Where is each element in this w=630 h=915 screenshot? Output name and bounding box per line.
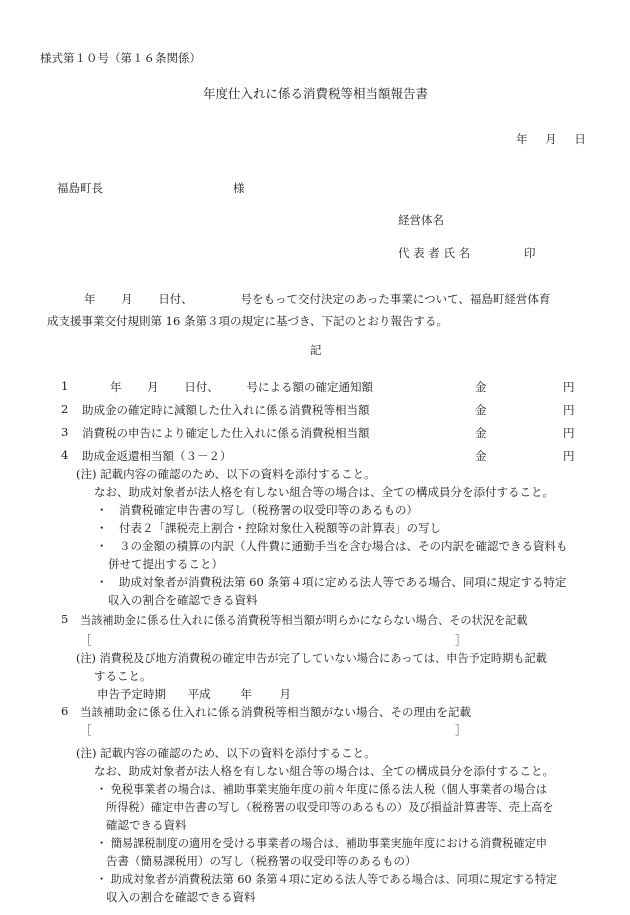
note-1-bullet-3a: ・ ３の金額の積算の内訳（人件費に通勤手当を含む場合は、その内訳を確認できる資料も [96, 539, 568, 553]
filing-schedule-era: 平成 [187, 687, 211, 701]
intro-line-2: 成支援事業交付規則第 16 条第３項の規定に基づき、下記のとおり報告する。 [47, 314, 448, 328]
note-2-bullet-2b: 告書（簡易課税用）の写し（税務署の収受印等のあるもの） [106, 854, 417, 868]
note-1-bullet-2: ・ 付表２「課税売上割合・控除対象仕入税額等の計算表」の写し [96, 521, 441, 535]
form-number: 様式第１０号（第１６条関係） [40, 51, 201, 65]
item-1-kin: 金 [475, 380, 487, 394]
note-2-bullet-3b: 収入の割合を確認できる資料 [106, 890, 256, 904]
item-1-number: 1 [61, 379, 69, 393]
note-1-bullet-1: ・ 消費税確定申告書の写し（税務署の収受印等のあるもの） [96, 503, 418, 517]
filing-schedule [97, 686, 291, 702]
note-2-bullet-1c: 確認できる資料 [106, 818, 187, 832]
note-2-bullet-2a: ・ 簡易課税制度の適用を受ける事業者の場合は、補助事業実施年度における消費税確定申 [96, 837, 548, 850]
item-2-kin: 金 [475, 403, 487, 417]
item-3-number: 3 [61, 425, 69, 439]
note-1-bullet-4b: 収入の割合を確認できる資料 [108, 593, 258, 607]
filing-schedule-year: 年 [240, 687, 252, 701]
item-1-month: 月 [147, 380, 159, 394]
note-2-head: (注) 記載内容の確認のため、以下の資料を添付すること。 [76, 746, 376, 760]
item-3-kin: 金 [475, 426, 487, 440]
note-2-bullet-3a: ・ 助成対象者が消費税法第 60 条第４項に定める法人等である場合は、同項に規定する特定 [96, 873, 558, 886]
item-6-bracket-close: ］ [455, 723, 467, 737]
item-1-yen: 円 [563, 380, 575, 394]
item-4-kin: 金 [475, 449, 487, 463]
date-year: 年 [516, 132, 528, 146]
item-1-text [110, 379, 373, 395]
note-1-line2: なお、助成対象者が法人格を有しない組合等の場合は、全ての構成員分を添付すること。 [94, 485, 554, 499]
item-1-label: 号による額の確定通知額 [246, 380, 373, 394]
item-5-bracket-close: ］ [455, 633, 467, 647]
item-1-year: 年 [110, 380, 122, 394]
date-month: 月 [545, 132, 557, 146]
intro-tail: 号をもって交付決定のあった事業について、福島町経営体育 [240, 292, 551, 306]
representative-label: 代 表 者 氏 名 [398, 246, 471, 260]
item-4-text: 助成金返還相当額（３－２） [82, 449, 232, 463]
date-day: 日 [574, 132, 586, 146]
item-5-number: 5 [61, 612, 69, 626]
note-1-bullet-4a: ・ 助成対象者が消費税法第 60 条第４項に定める法人等である場合、同項に規定する特定 [96, 575, 567, 589]
business-name-label: 経営体名 [398, 213, 444, 227]
intro-year: 年 [84, 292, 96, 306]
item-4-yen: 円 [563, 449, 575, 463]
addressee-honorific: 様 [233, 181, 245, 195]
item-1-day: 日付、 [184, 380, 219, 394]
item-3-yen: 円 [563, 426, 575, 440]
intro-day: 日付、 [158, 292, 193, 306]
filing-schedule-label: 申告予定時期 [97, 687, 166, 701]
intro-month: 月 [121, 292, 133, 306]
item-6-bracket-open: ［ [80, 723, 92, 737]
ki-heading: 記 [310, 343, 322, 357]
item-2-text: 助成金の確定時に減額した仕入れに係る消費税等相当額 [82, 403, 370, 417]
item-2-number: 2 [61, 402, 69, 416]
note-1-bullet-3b: 併せて提出すること） [108, 557, 223, 571]
note-1-head: (注) 記載内容の確認のため、以下の資料を添付すること。 [76, 467, 376, 481]
filing-schedule-month: 月 [279, 687, 291, 701]
addressee-name: 福島町長 [57, 181, 103, 195]
item-5-note-a: (注) 消費税及び地方消費税の確定申告が完了していない場合にあっては、申告予定時期も記載 [76, 652, 547, 665]
note-2-bullet-1b: 所得税）確定申告書の写し（税務署の収受印等のあるもの）及び損益計算書等、売上高を [106, 801, 554, 814]
item-5-text: 当該補助金に係る仕入れに係る消費税等相当額が明らかにならない場合、その状況を記載 [80, 614, 528, 627]
item-2-yen: 円 [563, 403, 575, 417]
item-5-bracket-open: ［ [80, 633, 92, 647]
item-5-note-b: すること。 [94, 669, 152, 683]
intro-line-1 [84, 291, 550, 307]
date-line [516, 131, 586, 147]
item-6-text: 当該補助金に係る仕入れに係る消費税等相当額がない場合、その理由を記載 [80, 705, 471, 719]
document-title: 年度仕入れに係る消費税等相当額報告書 [203, 86, 429, 101]
note-2-line2: なお、助成対象者が法人格を有しない組合等の場合は、全ての構成員分を添付すること。 [94, 764, 554, 778]
item-4-number: 4 [61, 448, 69, 462]
seal-mark: 印 [524, 246, 536, 260]
note-2-bullet-1a: ・ 免税事業者の場合は、補助事業実施年度の前々年度に係る法人税（個人事業者の場合は [96, 783, 548, 796]
item-6-number: 6 [61, 704, 69, 718]
item-3-text: 消費税の申告により確定した仕入れに係る消費税相当額 [82, 426, 370, 440]
